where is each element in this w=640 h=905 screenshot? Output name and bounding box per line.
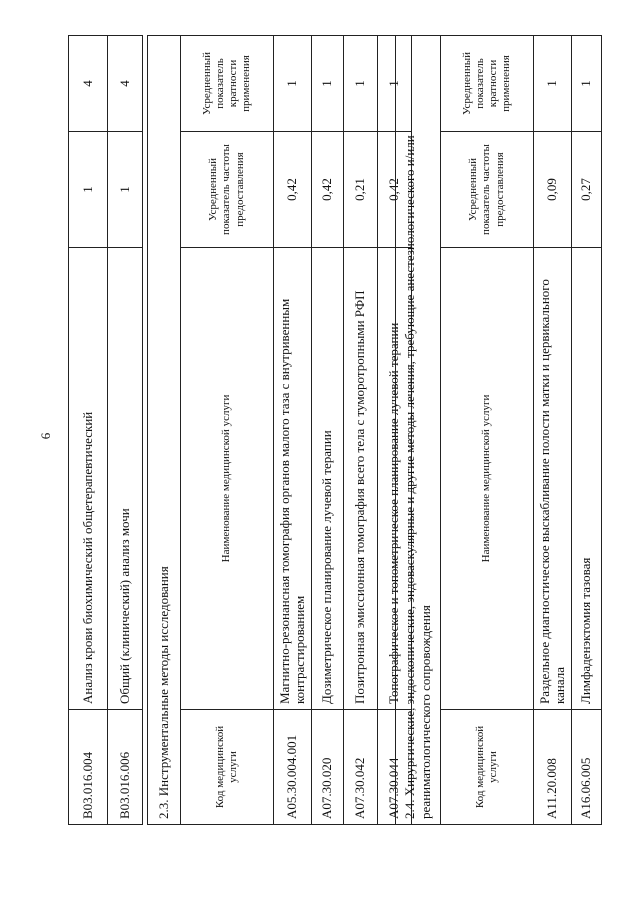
table-row — [344, 36, 378, 825]
header-code: Код медицинской услуги — [181, 710, 274, 825]
service-name: Топографическое и топометрическое планирование лучевой терапии — [378, 248, 412, 710]
frequency-value: 0,42 — [312, 132, 344, 248]
frequency-value: 1 — [108, 132, 143, 248]
header-code: Код медицинской услуги — [441, 710, 534, 825]
service-name: Анализ крови биохимический общетерапевтический — [69, 248, 108, 710]
multiplicity-value: 4 — [69, 36, 108, 132]
multiplicity-value: 1 — [378, 36, 412, 132]
service-code: A16.06.005 — [572, 710, 602, 825]
service-code: A07.30.020 — [312, 710, 344, 825]
header-frequency: Усредненный показатель частоты предоставления — [181, 132, 274, 248]
page-number: 6 — [38, 432, 53, 440]
service-name: Лимфаденэктомия тазовая — [572, 248, 602, 710]
service-code: B03.016.004 — [69, 710, 108, 825]
table-row — [108, 36, 143, 825]
multiplicity-value: 4 — [108, 36, 143, 132]
multiplicity-value: 1 — [312, 36, 344, 132]
section-title: 2.3. Инструментальные методы исследования — [148, 36, 181, 825]
table-row — [534, 36, 572, 825]
surgical-methods-table — [395, 35, 602, 825]
frequency-value: 0,21 — [344, 132, 378, 248]
service-code: A11.20.008 — [534, 710, 572, 825]
multiplicity-value: 1 — [344, 36, 378, 132]
frequency-value: 0,27 — [572, 132, 602, 248]
header-frequency: Усредненный показатель частоты предоставления — [441, 132, 534, 248]
service-name: Магнитно-резонансная томография органов малого таза с внутривенным контрастированием — [274, 248, 312, 710]
multiplicity-value: 1 — [572, 36, 602, 132]
service-code: A05.30.004.001 — [274, 710, 312, 825]
header-name: Наименование медицинской услуги — [181, 248, 274, 710]
service-name: Общий (клинический) анализ мочи — [108, 248, 143, 710]
section-title-row — [396, 36, 441, 825]
header-multiplicity: Усредненный показатель кратности применения — [181, 36, 274, 132]
table-row — [274, 36, 312, 825]
service-name: Дозиметрическое планирование лучевой терапии — [312, 248, 344, 710]
service-code: A07.30.042 — [344, 710, 378, 825]
frequency-value: 0,42 — [274, 132, 312, 248]
frequency-value: 0,09 — [534, 132, 572, 248]
table-row — [312, 36, 344, 825]
service-name: Раздельное диагностическое выскабливание полости матки и цервикального канала — [534, 248, 572, 710]
multiplicity-value: 1 — [534, 36, 572, 132]
header-row — [181, 36, 274, 825]
lab-table — [68, 35, 143, 825]
section-title: 2.4. Хирургические, эндоскопические, эндоваскулярные и другие методы лечения, требующие анестезиологического и/или реаниматологического сопровождения — [396, 36, 441, 825]
section-title-row — [148, 36, 181, 825]
table-row — [69, 36, 108, 825]
service-code: B03.016.006 — [108, 710, 143, 825]
service-name: Позитронная эмиссионная томография всего тела с туморотропными РФП — [344, 248, 378, 710]
multiplicity-value: 1 — [274, 36, 312, 132]
service-code: A07.30.044 — [378, 710, 412, 825]
header-name: Наименование медицинской услуги — [441, 248, 534, 710]
table-row — [572, 36, 602, 825]
instrumental-methods-table — [147, 35, 412, 825]
frequency-value: 1 — [69, 132, 108, 248]
header-row — [441, 36, 534, 825]
header-multiplicity: Усредненный показатель кратности применения — [441, 36, 534, 132]
frequency-value: 0,42 — [378, 132, 412, 248]
